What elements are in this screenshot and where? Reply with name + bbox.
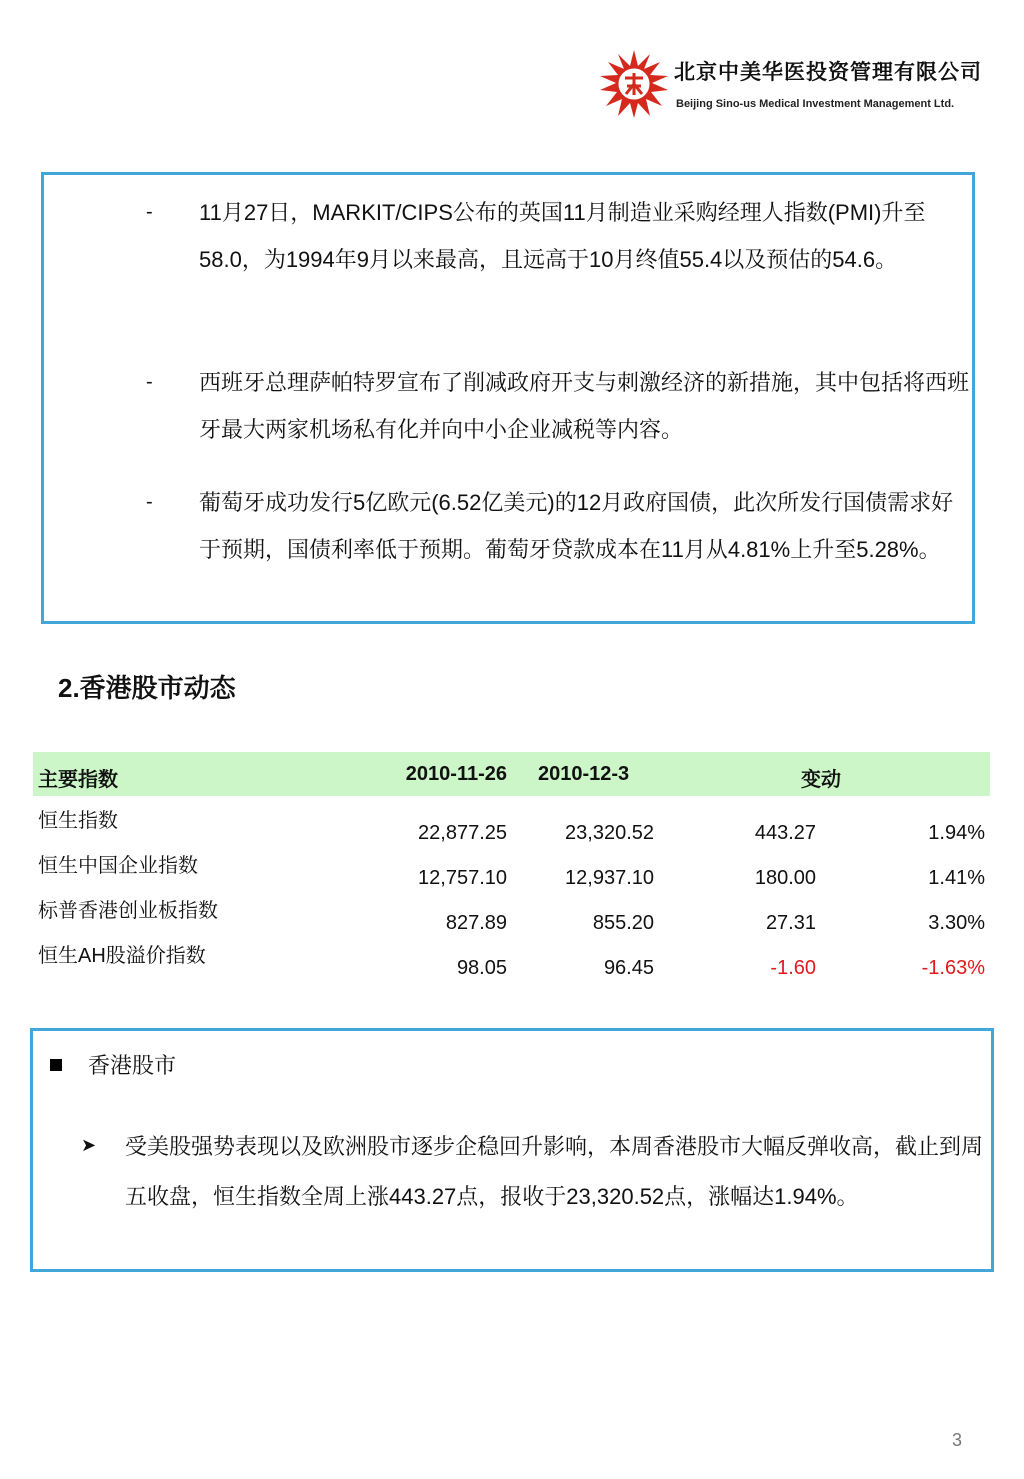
change-points: 443.27 (754, 822, 816, 844)
table-row (33, 804, 990, 849)
change-points: -1.60 (770, 957, 816, 979)
value-date1: 12,757.10 (418, 867, 507, 889)
company-emblem-icon (598, 48, 670, 120)
value-date2: 23,320.52 (565, 822, 654, 844)
table-header (33, 752, 990, 796)
arrow-bullet-icon: ➤ (81, 1135, 97, 1155)
hk-market-title: 香港股市 (88, 1053, 177, 1078)
news-text: 11月27日，MARKIT/CIPS公布的英国11月制造业采购经理人指数(PMI)升至58.0，为1994年9月以来最高，且远高于10月终值55.4以及预估的54.6。 (199, 200, 926, 272)
change-percent: 1.94% (928, 822, 985, 844)
hk-market-text: 受美股强势表现以及欧洲股市逐步企稳回升影响，本周香港股市大幅反弹收高，截止到周五收盘，恒生指数全周上涨443.27点，报收于23,320.52点，涨幅达1.94%。 (125, 1134, 984, 1209)
change-percent: -1.63% (921, 957, 985, 979)
change-points: 180.00 (754, 867, 816, 889)
company-name-en: Beijing Sino-us Medical Investment Management Ltd. (676, 98, 955, 110)
value-date2: 855.20 (592, 912, 654, 934)
section-title: 2.香港股市动态 (58, 673, 236, 703)
index-name: 恒生中国企业指数 (38, 855, 198, 877)
table-row (33, 849, 990, 894)
table-row (33, 894, 990, 939)
list-marker: - (146, 491, 153, 513)
list-marker: - (146, 201, 153, 223)
table-row (33, 939, 990, 984)
header-date2: 2010-12-3 (538, 763, 630, 785)
value-date1: 98.05 (456, 957, 507, 979)
change-percent: 3.30% (928, 912, 985, 934)
hk-market-box (30, 1028, 994, 1272)
page-number: 3 (952, 1430, 963, 1450)
value-date1: 22,877.25 (418, 822, 507, 844)
index-name: 恒生指数 (38, 810, 118, 832)
square-bullet-icon (50, 1059, 62, 1071)
change-percent: 1.41% (928, 867, 985, 889)
value-date2: 12,937.10 (565, 867, 654, 889)
company-name-cn: 北京中美华医投资管理有限公司 (674, 59, 982, 84)
company-logo (598, 48, 988, 120)
change-points: 27.31 (765, 912, 816, 934)
list-marker: - (146, 371, 153, 393)
header-date1: 2010-11-26 (405, 763, 507, 785)
value-date2: 96.45 (603, 957, 654, 979)
news-text: 葡萄牙成功发行5亿欧元(6.52亿美元)的12月政府国债，此次所发行国债需求好于预期，国债利率低于预期。葡萄牙贷款成本在11月从4.81%上升至5.28%。 (199, 490, 954, 562)
news-text: 西班牙总理萨帕特罗宣布了削减政府开支与刺激经济的新措施，其中包括将西班牙最大两家机场私有化并向中小企业减税等内容。 (199, 370, 970, 442)
header-name: 主要指数 (38, 769, 118, 791)
index-name: 恒生AH股溢价指数 (38, 945, 206, 967)
index-table (33, 752, 990, 984)
international-news-box (41, 172, 975, 624)
index-name: 标普香港创业板指数 (38, 900, 218, 922)
value-date1: 827.89 (445, 912, 507, 934)
header-change: 变动 (801, 769, 841, 791)
